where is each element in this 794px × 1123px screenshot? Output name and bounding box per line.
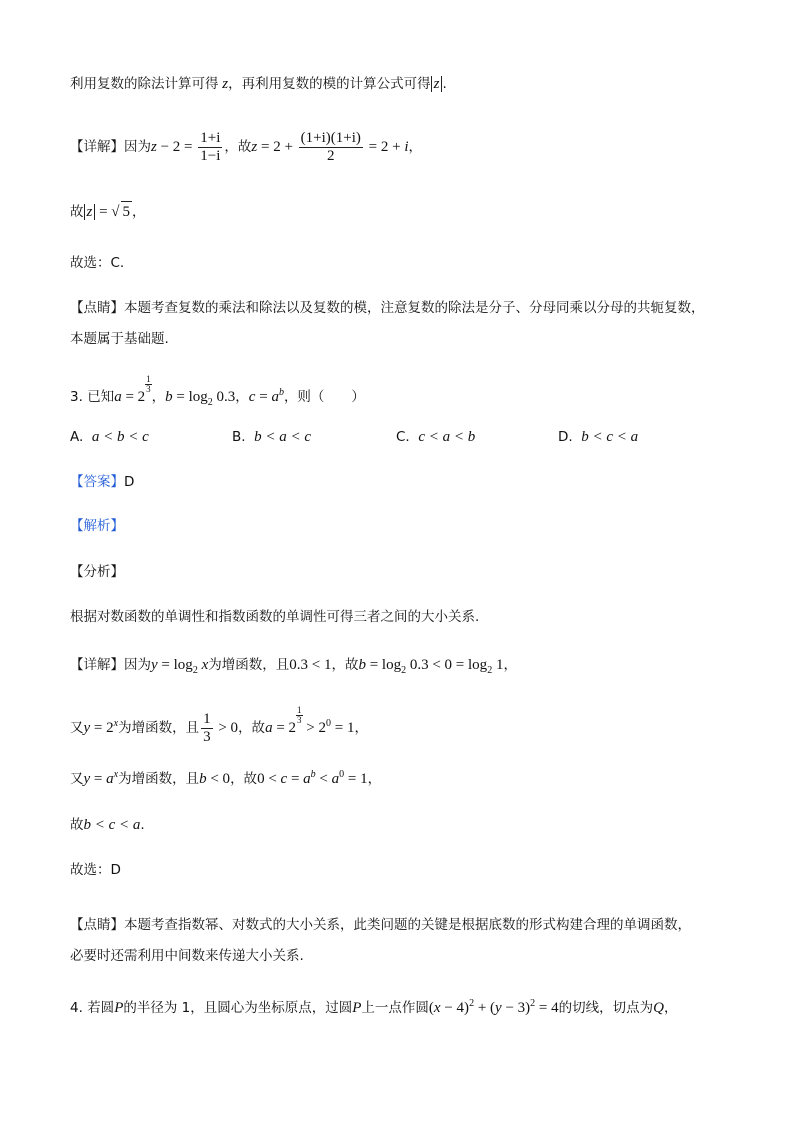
option-a [70, 427, 149, 447]
option-expr: a < b < c [91, 429, 149, 445]
detail-line-1 [70, 129, 422, 165]
text: 的切线，切点为 [558, 1000, 654, 1016]
question-3-options [70, 427, 720, 449]
text: 已知 [87, 389, 115, 405]
math-expression: b < c < a [83, 817, 141, 833]
fenxi-tag: 【分析】 [70, 564, 124, 580]
text: 因为 [124, 139, 151, 155]
math-expression: z = √ 5 [84, 204, 133, 220]
math-c-def: $c = a^b$ [248, 387, 284, 405]
answer-value: D [124, 474, 135, 490]
math-expression: $y = \log_2 x$ [151, 657, 209, 676]
math-p: P [114, 1000, 124, 1016]
text: ，故 [230, 771, 258, 787]
text: 为增函数，且 [208, 657, 290, 673]
text: 故 [70, 204, 84, 220]
answer-line [70, 472, 134, 492]
text: ， [408, 139, 422, 155]
math-expression: $0 < c = a^b < a^0 = 1$ [257, 769, 368, 787]
text: 必要时还需利用中间数来传递大小关系. [70, 948, 304, 964]
math-p: P [352, 1000, 362, 1016]
text: 故选：C. [70, 255, 125, 271]
option-d [558, 427, 638, 447]
text: 又 [70, 720, 84, 736]
question-number: 4. [70, 1000, 83, 1016]
text: 故选：D [70, 862, 121, 878]
math-abs-z: z [431, 76, 443, 92]
text: 利用复数的除法计算可得 [70, 76, 219, 92]
remark-line-2 [70, 329, 169, 349]
detail-choice [70, 860, 121, 880]
text-line-4 [70, 253, 124, 273]
text: 本题考查复数的乘法和除法以及复数的模，注意复数的除法是分子、分母同乘以分母的共轭复数， [124, 300, 705, 316]
detail-step-2 [70, 704, 368, 748]
fenxi-text [70, 607, 479, 627]
math-expression: 0.3 < 1 [289, 657, 332, 673]
answer-tag: 【答案】 [70, 474, 124, 490]
math-expression: a = 2 $\frac{1}{3}$ > $2^0 = 1$ [265, 705, 355, 736]
text: ， [367, 771, 382, 787]
text: 根据对数函数的单调性和指数函数的单调性可得三者之间的大小关系. [70, 609, 480, 625]
math-expression: $\frac{1}{3}$ > 0 [203, 711, 239, 746]
text: ， [503, 657, 517, 673]
text: ，故 [238, 720, 266, 736]
remark-tag: 【点睛】 [70, 300, 124, 316]
option-expr: b < c < a [581, 429, 639, 445]
question-4-stem [70, 994, 677, 1018]
remark2-line-1 [70, 915, 691, 935]
remark-line-1 [70, 298, 705, 318]
text: 本题属于基础题. [70, 331, 169, 347]
text: 若圆 [87, 1000, 115, 1016]
option-label: B. [232, 429, 246, 445]
detail-tag: 【详解】 [70, 657, 124, 673]
detail-step-4 [70, 815, 145, 835]
detail-tag: 【详解】 [70, 139, 124, 155]
text: 故 [70, 817, 84, 833]
math-q: Q [653, 1000, 664, 1016]
text: ， [354, 720, 368, 736]
math-expression: $y = 2^x$ [83, 718, 119, 736]
text: ，再利用复数的模的计算公式可得 [228, 76, 431, 92]
text: 为增函数，且 [118, 720, 200, 736]
text: 因为 [124, 657, 151, 673]
math-circle-equation: $(x - 4)^2 + (y - 3)^2 = 4$ [428, 998, 559, 1016]
analysis-tag: 【解析】 [70, 518, 124, 534]
math-a-def: a = 2 $\frac{1}{3}$ [114, 374, 151, 405]
math-expression: $y = a^x$ [83, 769, 119, 787]
text: 的半径为 1，且圆心为坐标原点，过圆 [123, 1000, 353, 1016]
math-b-def: $b = \log_2 0.3$ [165, 389, 236, 408]
text: ，故 [224, 139, 252, 155]
text: ， [132, 204, 146, 220]
text: 又 [70, 771, 84, 787]
option-label: C. [396, 429, 410, 445]
question-3-stem [70, 375, 365, 416]
detail-step-3 [70, 765, 381, 789]
text-line-1 [70, 74, 447, 94]
remark-tag: 【点睛】 [70, 917, 124, 933]
fenxi-heading [70, 562, 124, 582]
text: ， [235, 389, 249, 405]
text: 上一点作圆 [361, 1000, 429, 1016]
text: 本题考查指数幂、对数式的大小关系，此类问题的关键是根据底数的形式构建合理的单调函数， [124, 917, 691, 933]
detail-step-1 [70, 655, 517, 681]
text: ， [663, 1000, 678, 1016]
text: ，则（ ） [283, 389, 365, 405]
remark2-line-2 [70, 946, 304, 966]
text: ， [151, 389, 166, 405]
math-expression: z − 2 = $\frac{1+i}{1-i}$ [151, 130, 221, 165]
option-label: A. [70, 429, 84, 445]
math-z: z [218, 76, 229, 92]
option-expr: b < a < c [254, 429, 312, 445]
text: . [140, 817, 145, 833]
option-b [232, 427, 311, 447]
analysis-heading [70, 516, 124, 536]
text: . [442, 76, 447, 92]
option-label: D. [558, 429, 573, 445]
option-expr: c < a < b [418, 429, 476, 445]
math-expression: b < 0 [199, 771, 231, 787]
question-number: 3. [70, 389, 83, 405]
text: 为增函数，且 [118, 771, 200, 787]
option-c [396, 427, 475, 447]
text: ，故 [331, 657, 359, 673]
math-expression: $b = \log_2 0.3 < 0 = \log_2 1$ [358, 657, 504, 676]
text-line-3 [70, 201, 146, 222]
math-expression: z = 2 + $\frac{(1+i)(1+i)}{2}$ = 2 + i [251, 130, 409, 165]
